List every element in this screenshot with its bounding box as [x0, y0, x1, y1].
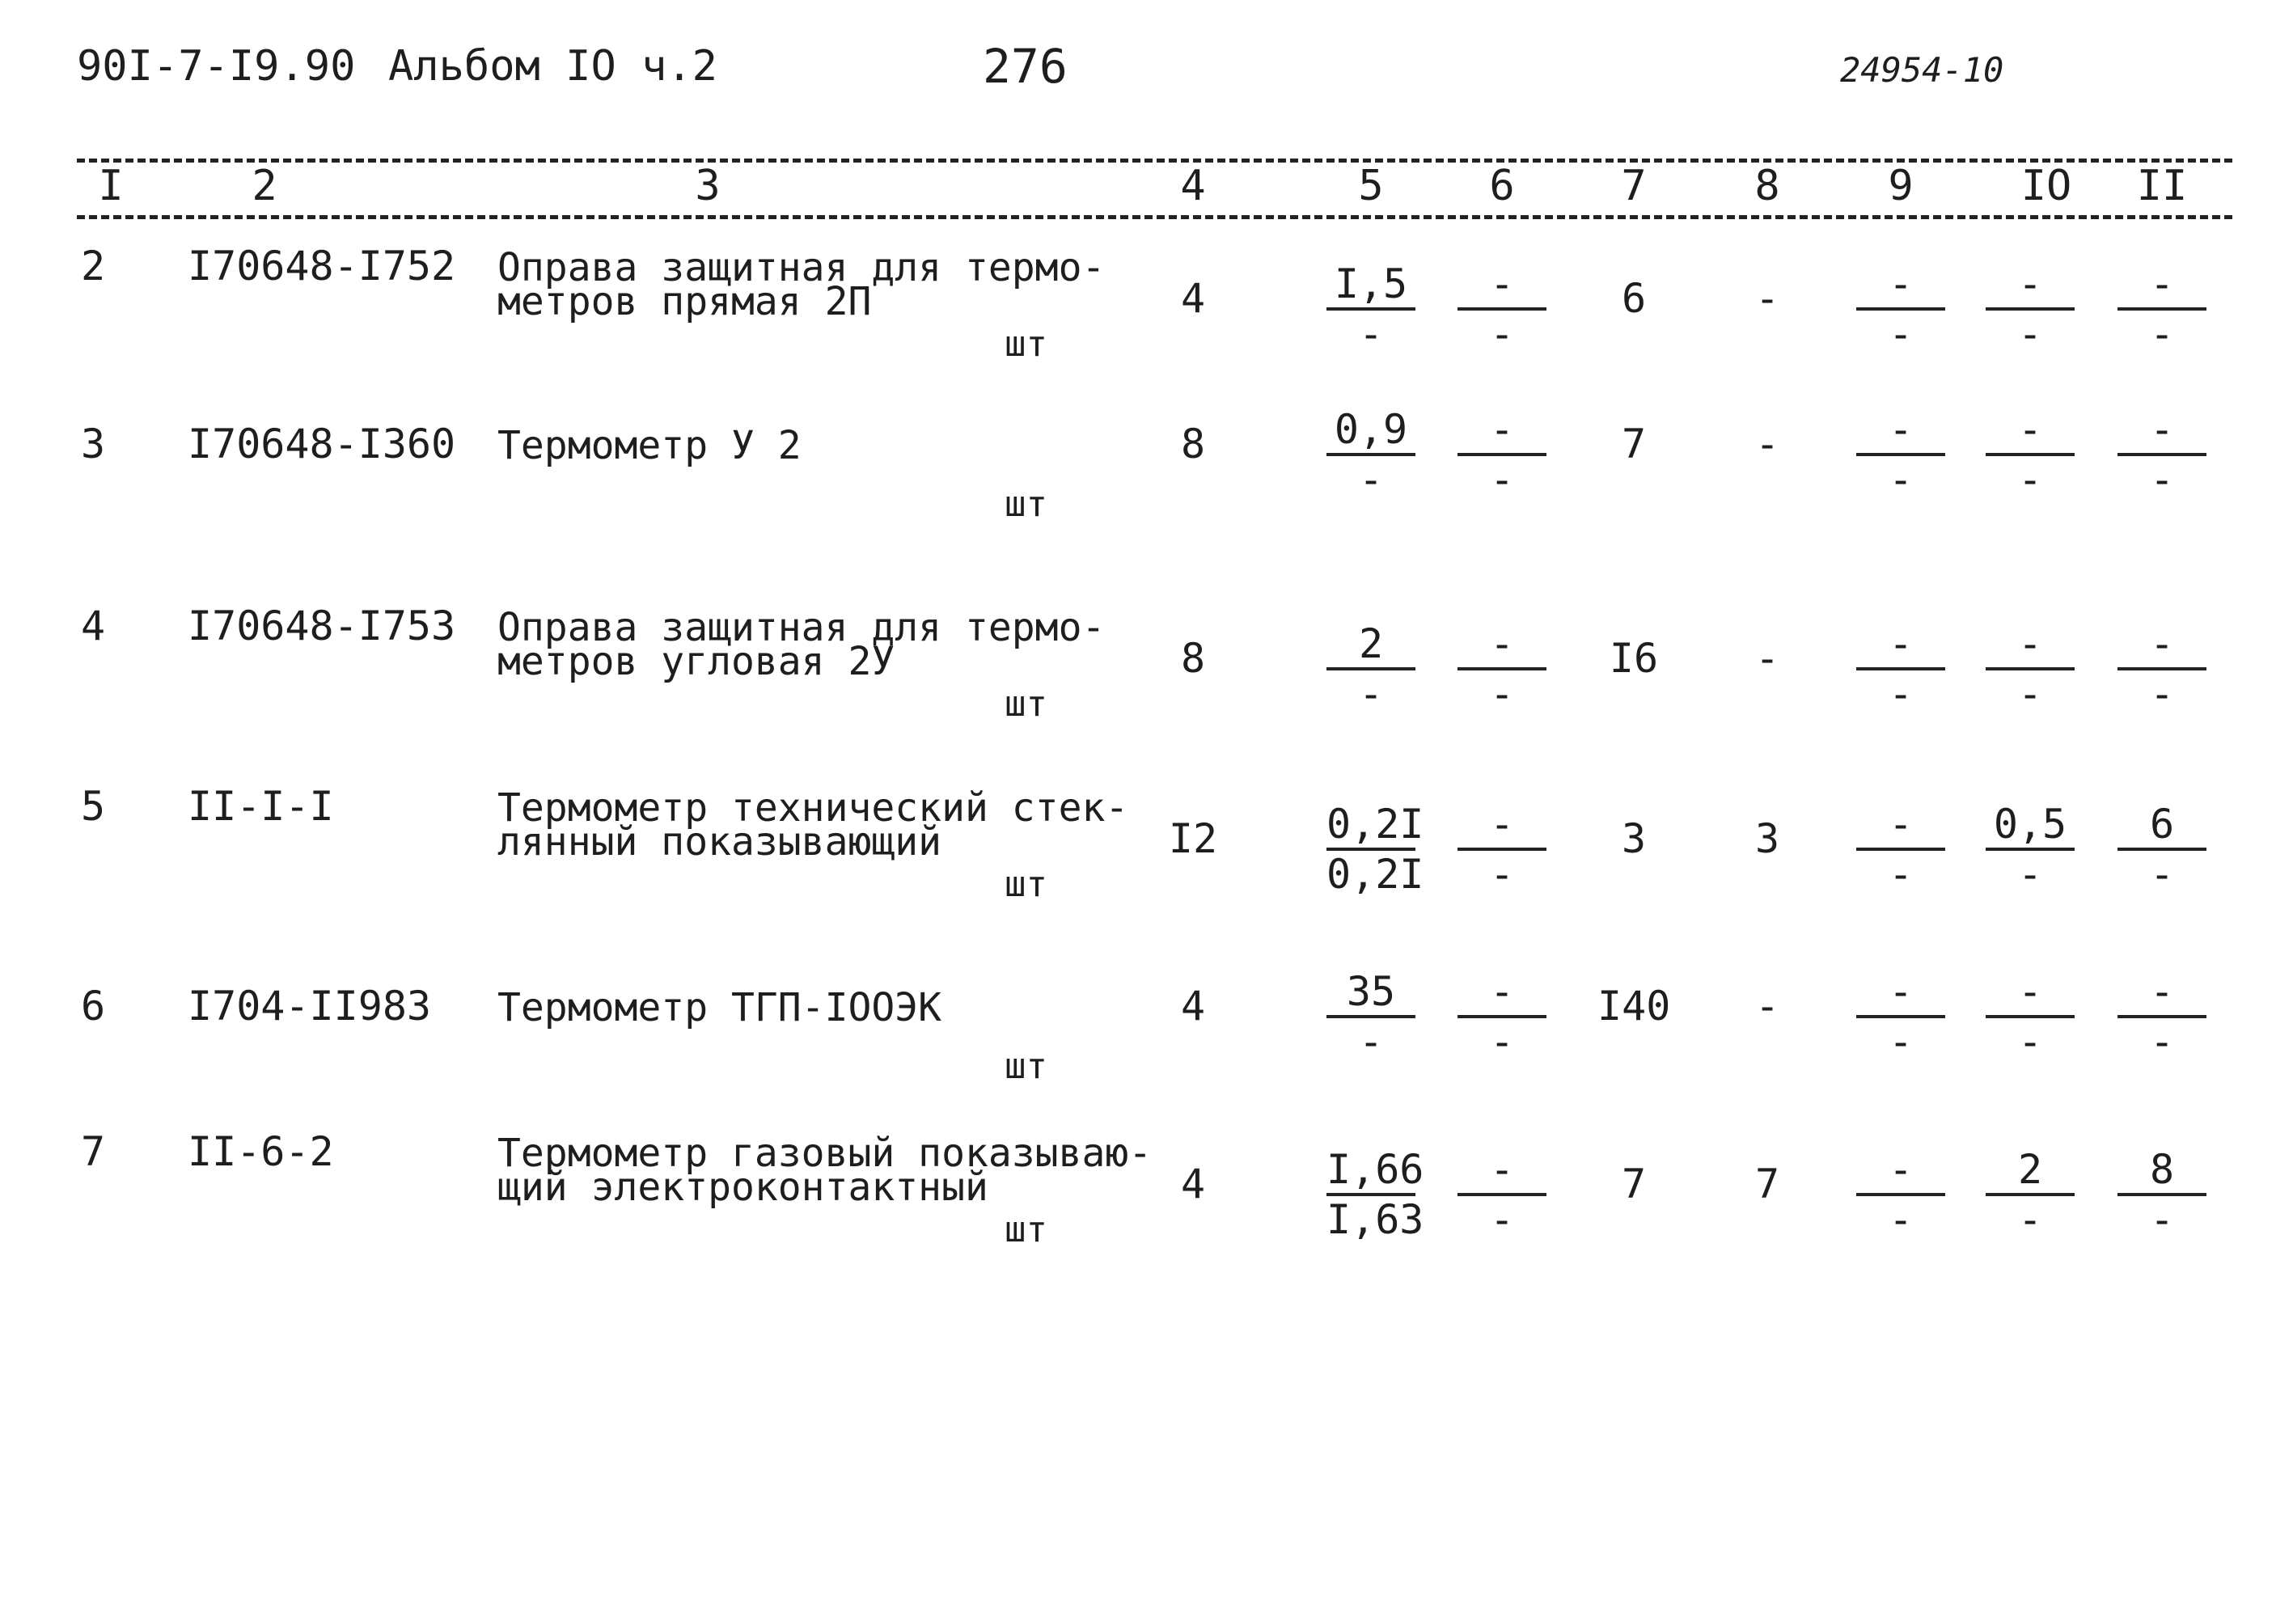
row-col8-value: -	[1754, 983, 1780, 1030]
column-number-11: II	[2136, 162, 2188, 210]
row-col11-fraction-numerator: -	[2117, 620, 2206, 670]
row-position: 5	[81, 783, 106, 830]
row-col11-fraction-denominator: -	[2149, 311, 2175, 357]
album-label: Альбом IO ч.2	[388, 42, 717, 91]
row-description-line: метров прямая 2П	[497, 279, 872, 324]
row-col8-value: -	[1754, 635, 1780, 682]
row-col10-fraction-numerator: 2	[1986, 1146, 2075, 1196]
row-unit: шт	[1005, 683, 1047, 725]
row-col10-fraction-denominator: -	[2017, 1196, 2043, 1243]
row-col10-fraction	[1986, 406, 2075, 503]
row-col6-fraction-denominator: -	[1489, 1196, 1515, 1243]
row-col9-fraction-denominator: -	[1888, 670, 1914, 717]
row-col9-fraction-denominator: -	[1888, 311, 1914, 357]
column-number-9: 9	[1888, 162, 1914, 210]
column-number-7: 7	[1621, 162, 1647, 210]
row-designation-code: I70648-I752	[188, 243, 456, 290]
row-col8-value: -	[1754, 421, 1780, 467]
row-col11-fraction	[2117, 968, 2206, 1065]
row-col6-fraction-denominator: -	[1489, 1018, 1515, 1065]
row-col9-fraction-numerator: -	[1856, 260, 1945, 311]
row-col9-fraction	[1856, 406, 1945, 503]
row-col10-fraction	[1986, 1146, 2075, 1243]
row-col11-fraction-denominator: -	[2149, 1196, 2175, 1243]
row-col10-fraction-numerator: -	[1986, 620, 2075, 670]
row-col6-fraction-numerator: -	[1457, 801, 1546, 851]
row-col5-fraction-denominator: -	[1358, 311, 1384, 357]
row-col5-fraction	[1326, 801, 1424, 898]
row-description-line: Термометр У 2	[497, 423, 802, 468]
row-description-line: Оправа защитная для термо-	[497, 605, 1106, 650]
row-position: 4	[81, 603, 106, 649]
column-number-8: 8	[1754, 162, 1780, 210]
row-col6-fraction-numerator: -	[1457, 406, 1546, 456]
row-col6-fraction	[1457, 1146, 1546, 1243]
row-quantity: 8	[1180, 421, 1206, 467]
row-col11-fraction-denominator: -	[2149, 456, 2175, 503]
row-col5-fraction	[1326, 1146, 1424, 1243]
row-col7-value: I40	[1597, 983, 1671, 1030]
row-col10-fraction-numerator: -	[1986, 406, 2075, 456]
row-unit: шт	[1005, 864, 1047, 905]
row-position: 2	[81, 243, 106, 290]
row-col6-fraction	[1457, 968, 1546, 1065]
row-col11-fraction-numerator: -	[2117, 968, 2206, 1018]
row-col9-fraction	[1856, 801, 1945, 898]
row-col7-value: I6	[1609, 635, 1659, 682]
row-col6-fraction-denominator: -	[1489, 311, 1515, 357]
row-unit: шт	[1005, 484, 1047, 525]
row-unit: шт	[1005, 1046, 1047, 1087]
row-col7-value: 7	[1621, 1161, 1647, 1207]
column-number-5: 5	[1358, 162, 1384, 210]
row-col5-fraction-denominator: -	[1358, 670, 1384, 717]
row-description-line: Термометр газовый показываю-	[497, 1131, 1153, 1176]
row-quantity: 4	[1180, 983, 1206, 1030]
row-col7-value: 7	[1621, 421, 1647, 467]
row-col6-fraction-denominator: -	[1489, 456, 1515, 503]
row-col9-fraction-numerator: -	[1856, 968, 1945, 1018]
row-col6-fraction-numerator: -	[1457, 1146, 1546, 1196]
row-col11-fraction	[2117, 620, 2206, 717]
row-col9-fraction-numerator: -	[1856, 1146, 1945, 1196]
row-col10-fraction	[1986, 260, 2075, 357]
row-description-line: Оправа защитная для термо-	[497, 245, 1106, 290]
column-number-4: 4	[1180, 162, 1206, 210]
row-col10-fraction-numerator: -	[1986, 968, 2075, 1018]
row-position: 6	[81, 983, 106, 1030]
row-col10-fraction-numerator: 0,5	[1986, 801, 2075, 851]
row-quantity: 8	[1180, 635, 1206, 682]
row-col11-fraction-numerator: 6	[2117, 801, 2206, 851]
document-code: 90I-7-I9.90	[77, 42, 356, 91]
row-col5-fraction-denominator: -	[1358, 456, 1384, 503]
row-col9-fraction	[1856, 620, 1945, 717]
row-col8-value: 3	[1754, 815, 1780, 862]
row-col9-fraction-denominator: -	[1888, 851, 1914, 898]
row-col9-fraction	[1856, 260, 1945, 357]
row-designation-code: I704-II983	[188, 983, 432, 1030]
row-col6-fraction-denominator: -	[1489, 851, 1515, 898]
column-number-6: 6	[1489, 162, 1515, 210]
row-designation-code: I70648-I360	[188, 421, 456, 467]
row-col6-fraction-denominator: -	[1489, 670, 1515, 717]
row-description-line: Термометр ТГП-IOOЭК	[497, 985, 942, 1030]
row-position: 3	[81, 421, 106, 467]
row-unit: шт	[1005, 324, 1047, 365]
inventory-stamp: 24954-10	[1840, 50, 2004, 90]
row-col5-fraction	[1326, 406, 1415, 503]
row-col6-fraction	[1457, 620, 1546, 717]
row-col5-fraction-denominator: -	[1358, 1018, 1384, 1065]
header-bottom-rule	[77, 215, 2232, 219]
row-col5-fraction-numerator: 2	[1326, 620, 1415, 670]
row-col5-fraction	[1326, 260, 1415, 357]
row-quantity: I2	[1168, 815, 1218, 862]
row-description-line: лянный показывающий	[497, 819, 942, 865]
row-position: 7	[81, 1128, 106, 1175]
row-description-line: щий электроконтактный	[497, 1165, 988, 1210]
row-col11-fraction-denominator: -	[2149, 1018, 2175, 1065]
row-col11-fraction	[2117, 406, 2206, 503]
row-col10-fraction-denominator: -	[2017, 456, 2043, 503]
row-col9-fraction-denominator: -	[1888, 1196, 1914, 1243]
column-number-3: 3	[695, 162, 721, 210]
row-designation-code: II-6-2	[188, 1128, 334, 1175]
row-col5-fraction-numerator: I,66	[1326, 1146, 1415, 1196]
row-col11-fraction-denominator: -	[2149, 670, 2175, 717]
row-designation-code: I70648-I753	[188, 603, 456, 649]
row-col9-fraction-numerator: -	[1856, 620, 1945, 670]
row-col6-fraction-numerator: -	[1457, 620, 1546, 670]
row-col9-fraction	[1856, 1146, 1945, 1243]
row-designation-code: II-I-I	[188, 783, 334, 830]
row-col8-value: 7	[1754, 1161, 1780, 1207]
row-col10-fraction-denominator: -	[2017, 1018, 2043, 1065]
row-col5-fraction-numerator: 0,9	[1326, 406, 1415, 456]
column-number-1: I	[98, 162, 124, 210]
row-col6-fraction-numerator: -	[1457, 260, 1546, 311]
row-col10-fraction	[1986, 968, 2075, 1065]
row-col5-fraction-denominator: 0,2I	[1326, 851, 1424, 898]
row-description-line: Термометр технический стек-	[497, 785, 1129, 831]
row-col6-fraction	[1457, 260, 1546, 357]
row-col10-fraction	[1986, 620, 2075, 717]
row-col5-fraction-numerator: 0,2I	[1326, 801, 1415, 851]
row-quantity: 4	[1180, 275, 1206, 322]
row-col5-fraction-denominator: I,63	[1326, 1196, 1424, 1243]
row-col5-fraction-numerator: 35	[1326, 968, 1415, 1018]
row-col11-fraction-numerator: -	[2117, 260, 2206, 311]
column-number-10: IO	[2020, 162, 2072, 210]
row-col11-fraction	[2117, 1146, 2206, 1243]
row-col9-fraction-denominator: -	[1888, 456, 1914, 503]
row-description-line: метров угловая 2У	[497, 639, 895, 684]
row-col11-fraction	[2117, 260, 2206, 357]
row-col9-fraction-numerator: -	[1856, 406, 1945, 456]
row-col10-fraction-denominator: -	[2017, 311, 2043, 357]
row-col5-fraction	[1326, 968, 1415, 1065]
row-col9-fraction-numerator: -	[1856, 801, 1945, 851]
row-col7-value: 6	[1621, 275, 1647, 322]
row-col8-value: -	[1754, 275, 1780, 322]
row-col5-fraction	[1326, 620, 1415, 717]
row-col9-fraction-denominator: -	[1888, 1018, 1914, 1065]
row-col6-fraction-numerator: -	[1457, 968, 1546, 1018]
row-col10-fraction-denominator: -	[2017, 670, 2043, 717]
page-number: 276	[983, 39, 1068, 94]
row-col7-value: 3	[1621, 815, 1647, 862]
row-col10-fraction-denominator: -	[2017, 851, 2043, 898]
row-col10-fraction	[1986, 801, 2075, 898]
row-col6-fraction	[1457, 801, 1546, 898]
row-unit: шт	[1005, 1209, 1047, 1250]
row-col11-fraction-numerator: -	[2117, 406, 2206, 456]
row-col11-fraction-denominator: -	[2149, 851, 2175, 898]
row-col9-fraction	[1856, 968, 1945, 1065]
column-number-2: 2	[252, 162, 277, 210]
row-col11-fraction-numerator: 8	[2117, 1146, 2206, 1196]
row-col5-fraction-numerator: I,5	[1326, 260, 1415, 311]
row-col6-fraction	[1457, 406, 1546, 503]
row-col11-fraction	[2117, 801, 2206, 898]
row-quantity: 4	[1180, 1161, 1206, 1207]
row-col10-fraction-numerator: -	[1986, 260, 2075, 311]
